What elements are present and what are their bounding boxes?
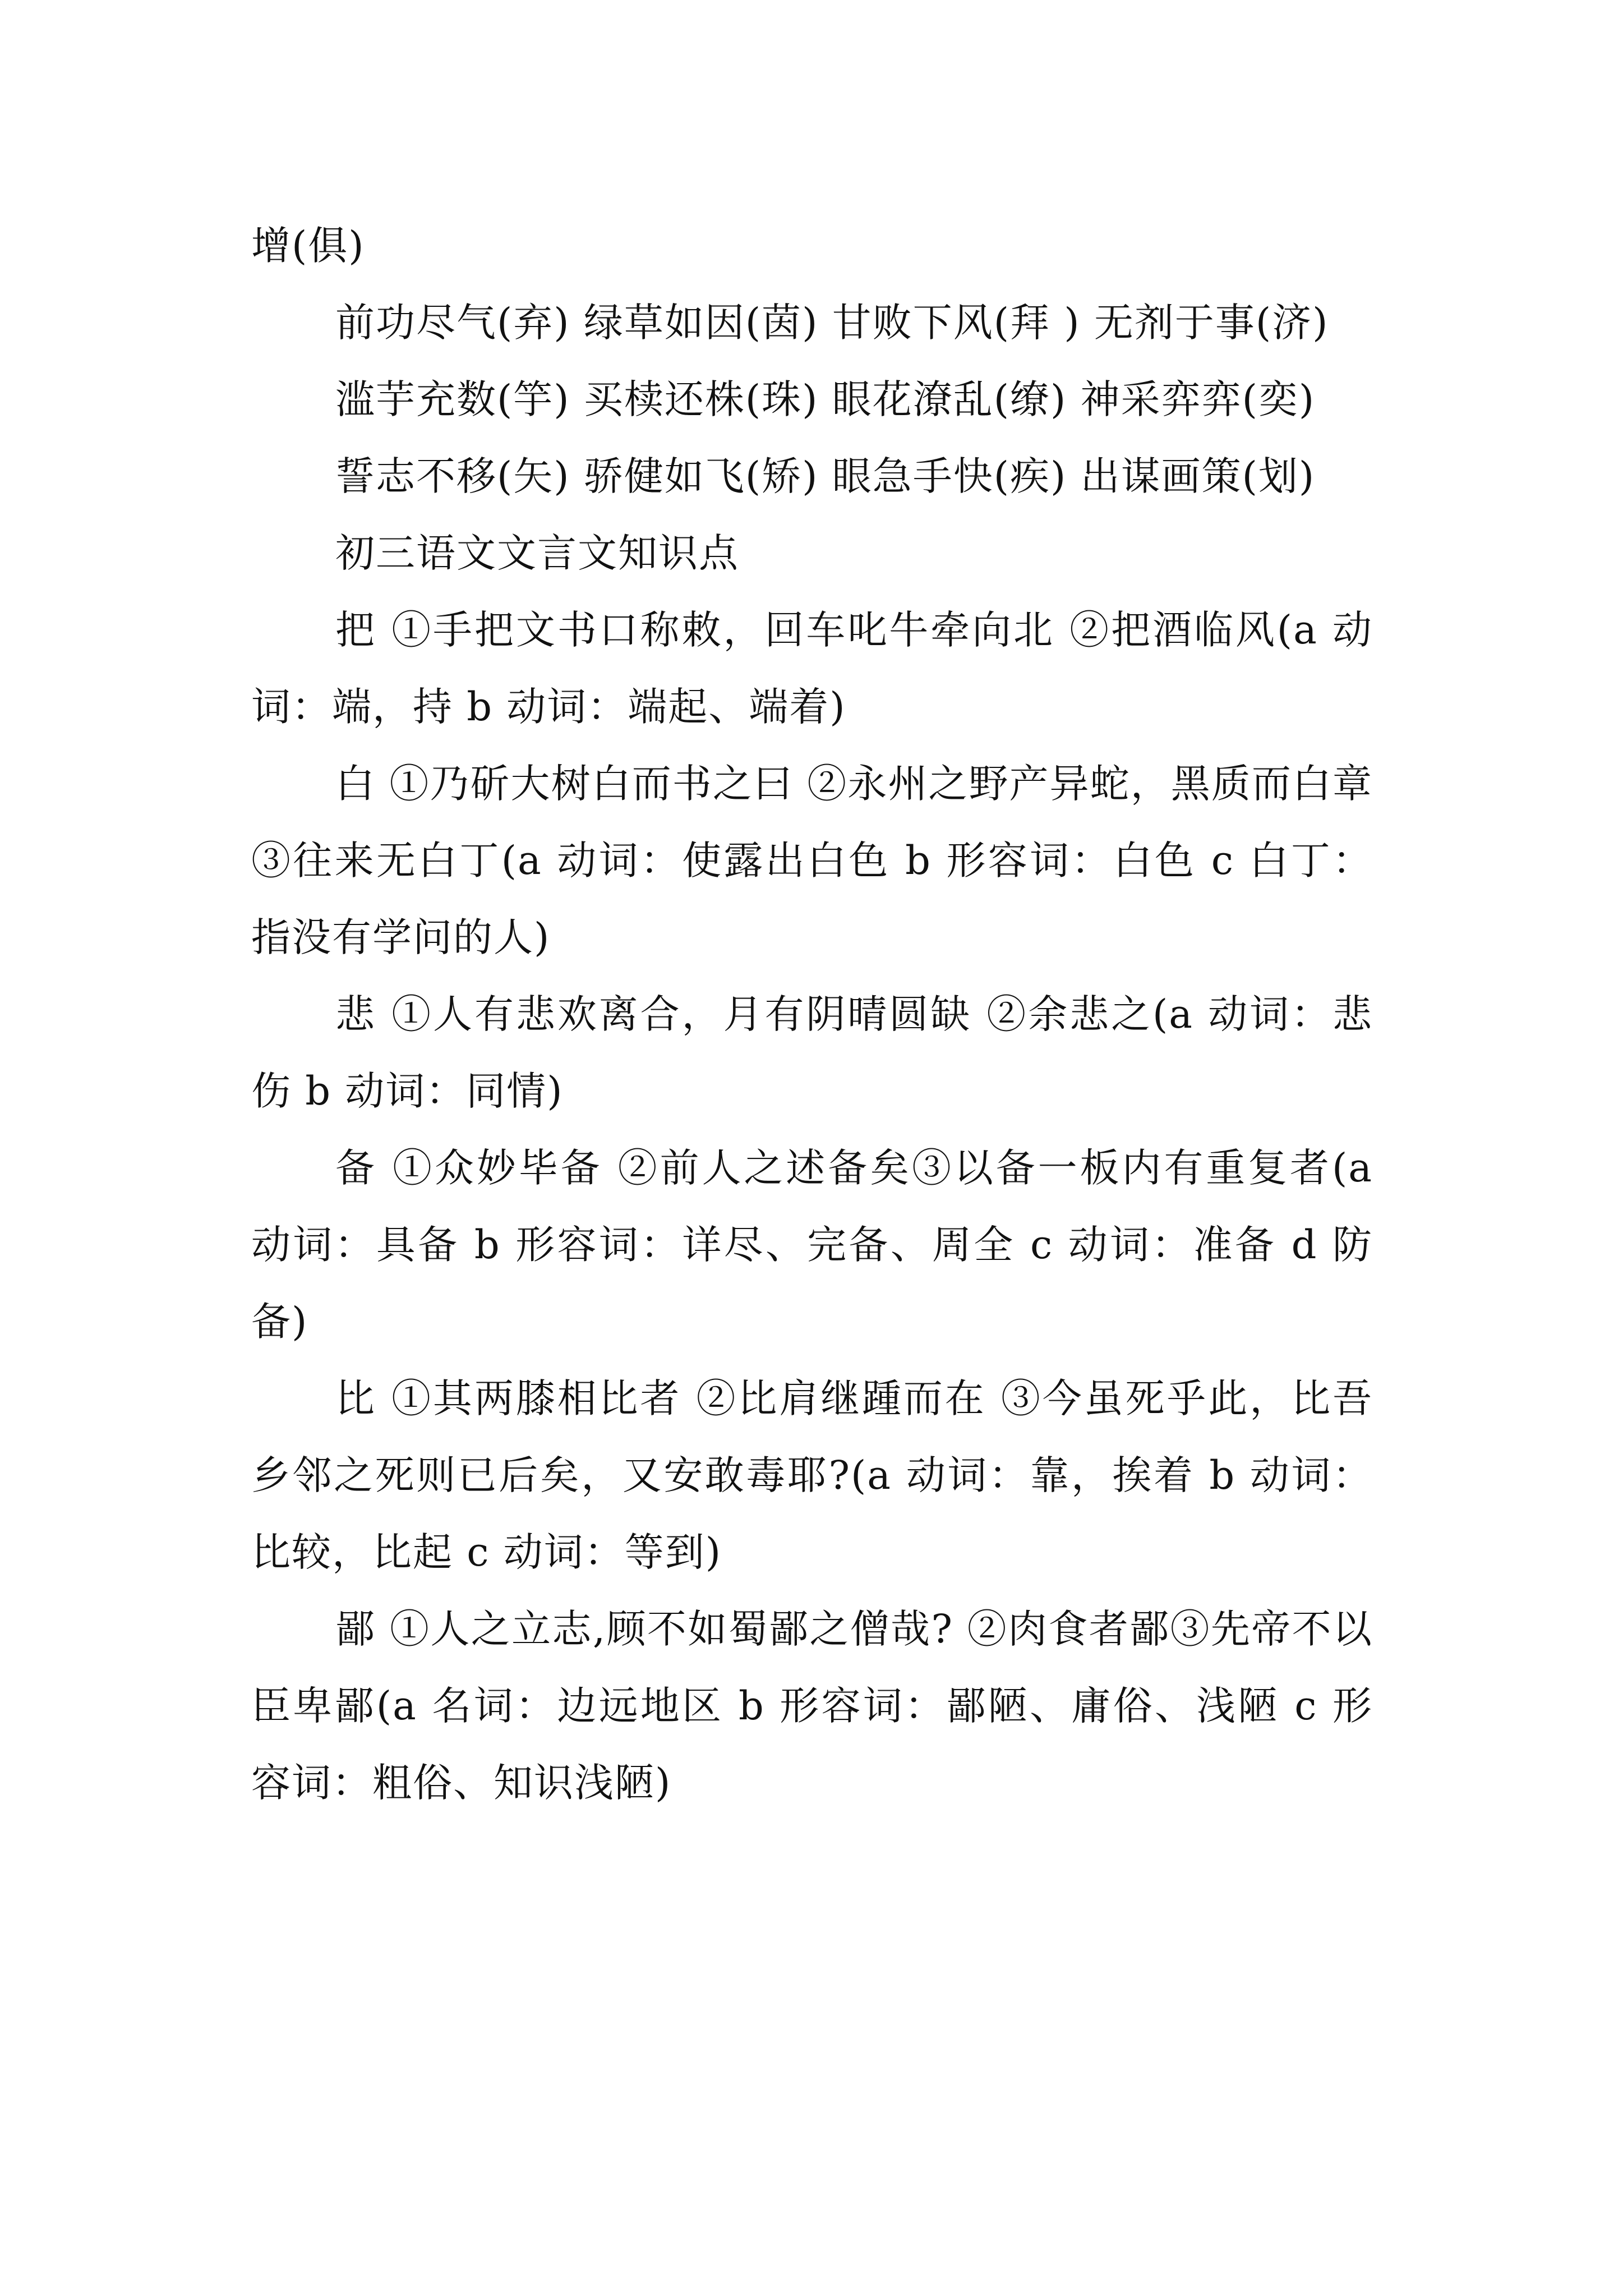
paragraph: 滥芋充数(竽) 买椟还株(珠) 眼花潦乱(缭) 神采弈弈(奕) (335, 376, 1316, 422)
document-body (251, 208, 1387, 1821)
paragraph: 把 ①手把文书口称敕，回车叱牛牵向北 ②把酒临风(a 动词：端，持 b 动词：端起、端着) (251, 607, 1373, 730)
paragraph: 比 ①其两膝相比者 ②比肩继踵而在 ③今虽死乎此，比吾乡邻之死则已后矣，又安敢毒耶?(a 动词：靠，挨着 b 动词：比较，比起 c 动词：等到) (251, 1375, 1373, 1575)
paragraph: 白 ①乃斫大树白而书之曰 ②永州之野产异蛇，黑质而白章 ③往来无白丁(a 动词：使露出白色 b 形容词：白色 c 白丁：指没有学问的人) (251, 761, 1387, 960)
paragraph: 备 ①众妙毕备 ②前人之述备矣③以备一板内有重复者(a 动词：具备 b 形容词：详尽、完备、周全 c 动词：准备 d 防备) (251, 1145, 1387, 1345)
paragraph: 增(俱) (251, 223, 365, 269)
section-heading: 初三语文文言文知识点 (335, 530, 739, 576)
paragraph: 誓志不移(矢) 骄健如飞(矫) 眼急手快(疾) 出谋画策(划) (335, 453, 1316, 499)
paragraph: 前功尽气(弃) 绿草如因(茵) 甘败下风(拜 ) 无剂于事(济) (335, 300, 1329, 346)
paragraph: 鄙 ①人之立志,顾不如蜀鄙之僧哉? ②肉食者鄙③先帝不以臣卑鄙(a 名词：边远地区 b 形容词：鄙陋、庸俗、浅陋 c 形容词：粗俗、知识浅陋) (251, 1606, 1373, 1806)
paragraph: 悲 ①人有悲欢离合，月有阴晴圆缺 ②余悲之(a 动词：悲伤 b 动词：同情) (251, 991, 1373, 1114)
